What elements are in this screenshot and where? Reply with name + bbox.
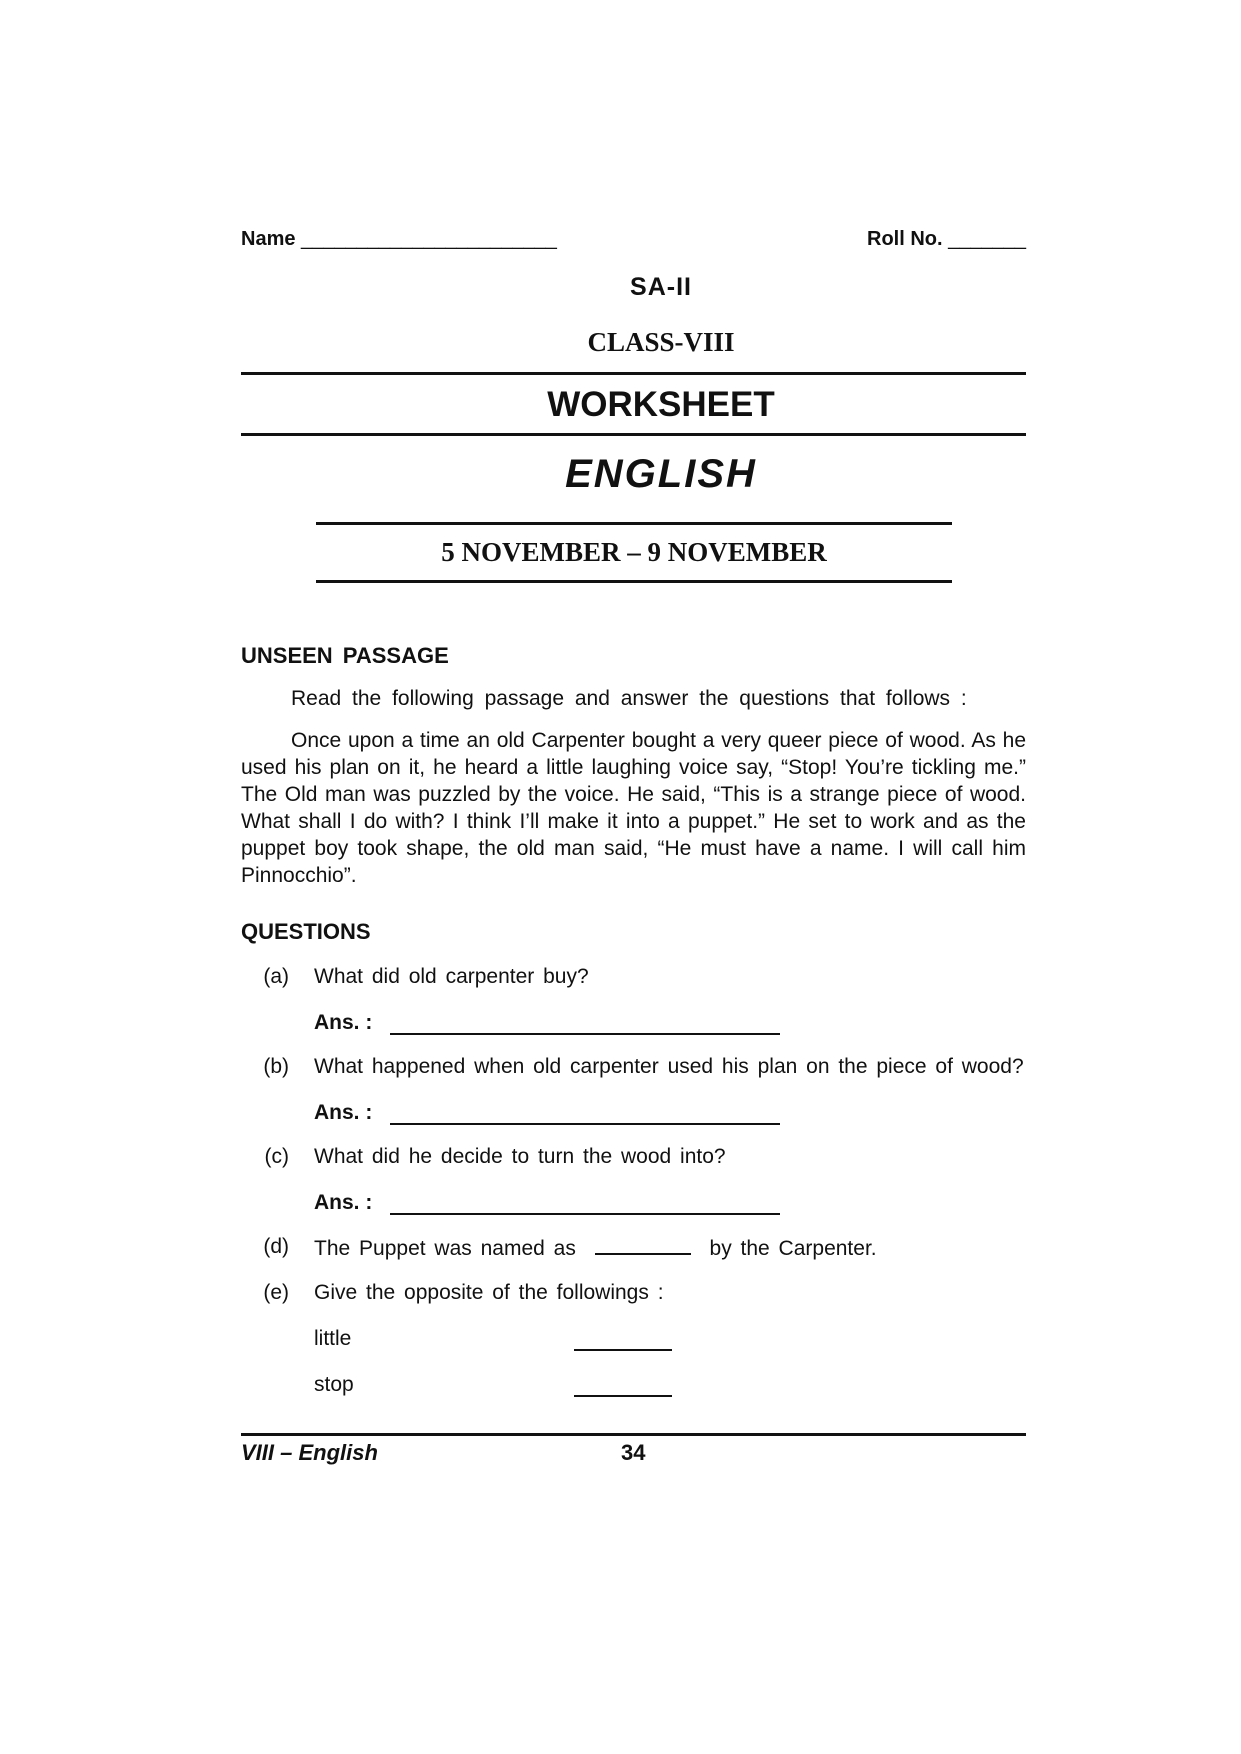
question-text: What happened when old carpenter used his plan on the piece of wood?: [314, 1055, 1024, 1078]
opposite-row-1: [314, 1327, 1026, 1351]
student-info-row: [241, 225, 1026, 251]
footer-divider: [241, 1433, 1026, 1436]
question-text: What did old carpenter buy?: [314, 965, 589, 988]
worksheet-page: [241, 225, 1026, 1397]
question-label: (b): [263, 1055, 289, 1078]
ans-label: Ans. :: [314, 1101, 373, 1124]
question-b: [241, 1055, 1026, 1079]
question-e: [241, 1281, 1026, 1305]
questions-title: QUESTIONS: [241, 919, 371, 944]
question-label: (d): [263, 1235, 289, 1258]
instruction: Read the following passage and answer the questions that follows :: [291, 687, 967, 710]
opposite-word: little: [314, 1327, 352, 1350]
question-c: [241, 1145, 1026, 1169]
answer-blank: [390, 1103, 780, 1125]
opposite-blank: [574, 1331, 672, 1351]
roll-label: Roll No.: [867, 228, 943, 250]
question-text-after: by the Carpenter.: [709, 1237, 877, 1260]
roll-blank: _______: [948, 228, 1026, 250]
section-title: UNSEEN PASSAGE: [241, 643, 449, 668]
divider-bottom: [241, 433, 1026, 436]
answer-line-c: [314, 1191, 1026, 1215]
fill-blank: [595, 1235, 691, 1255]
date-divider-bottom: [316, 580, 952, 583]
name-field: [241, 228, 557, 251]
question-label: (a): [263, 965, 289, 988]
subject-title: ENGLISH: [565, 452, 757, 496]
question-d: [241, 1235, 1026, 1261]
page-footer: [241, 1440, 1026, 1470]
opposite-word: stop: [314, 1373, 354, 1396]
ans-label: Ans. :: [314, 1191, 373, 1214]
date-range-block: [316, 522, 952, 583]
ans-label: Ans. :: [314, 1011, 373, 1034]
name-blank: _______________________: [301, 228, 557, 250]
page-number: 34: [621, 1440, 646, 1465]
footer-subject: VIII – English: [241, 1440, 378, 1465]
exam-title: SA-II: [630, 273, 692, 301]
question-a: [241, 965, 1026, 989]
answer-blank: [390, 1193, 780, 1215]
answer-line-a: [314, 1011, 1026, 1035]
opposite-blank: [574, 1377, 672, 1397]
question-text: What did he decide to turn the wood into?: [314, 1145, 726, 1168]
answer-blank: [390, 1013, 780, 1035]
question-label: (c): [264, 1145, 289, 1168]
name-label: Name: [241, 228, 296, 250]
worksheet-title: WORKSHEET: [547, 385, 775, 424]
roll-field: [867, 228, 1026, 251]
question-label: (e): [263, 1281, 289, 1304]
question-text: Give the opposite of the followings :: [314, 1281, 664, 1304]
passage-text: Once upon a time an old Carpenter bought a very queer piece of wood. As he used his plan on it, he heard a little laughing voice say, “Stop! You’re tickling me.” The Old man was puzzled by the voice. He said, “This is a strange piece of wood. What shall I do with? I think I’ll make it into a puppet.” He set to work and as the puppet boy took shape, the old man said, “He must have a name. I will call him Pinnocchio”.: [241, 729, 1026, 887]
question-text-before: The Puppet was named as: [314, 1237, 576, 1260]
date-range: 5 NOVEMBER – 9 NOVEMBER: [441, 537, 827, 567]
class-title: CLASS-VIII: [587, 327, 735, 357]
opposite-row-2: [314, 1373, 1026, 1397]
question-text: [314, 1235, 1026, 1261]
answer-line-b: [314, 1101, 1026, 1125]
